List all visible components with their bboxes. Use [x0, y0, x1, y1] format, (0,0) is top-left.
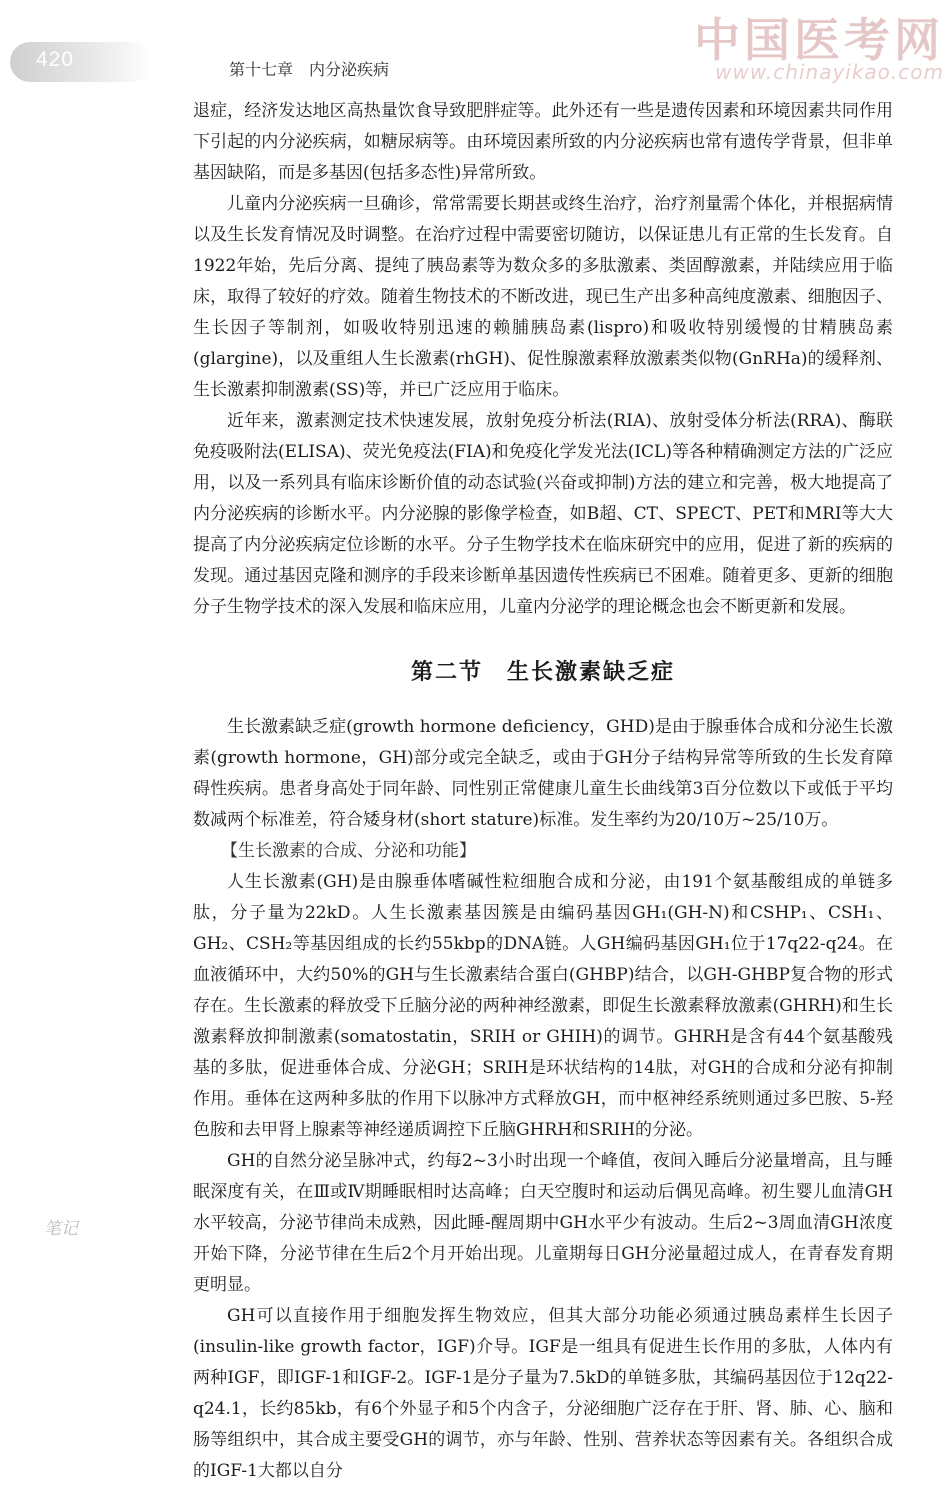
intro-paragraph: 生长激素缺乏症(growth hormone deficiency，GHD)是由于腺垂体合成和分泌生长激素(growth hormone，GH)部分或完全缺乏，或由于GH分子结构异常等所致的生长发育障碍性疾病。患者身高处于同年龄、同性别正常健康儿童生长曲线第3百分位数以下或低于平均数减两个标准差，符合矮身材(short stature)标准。发生率约为20/10万~25/10万。 [193, 717, 893, 830]
subsection-heading: 【生长激素的合成、分泌和功能】 [221, 841, 476, 861]
body-paragraph: 退症，经济发达地区高热量饮食导致肥胖症等。此外还有一些是遗传因素和环境因素共同作用下引起的内分泌疾病，如糖尿病等。由环境因素所致的内分泌疾病也常有遗传学背景，但非单基因缺陷，而是多基因(包括多态性)异常所致。 [193, 101, 893, 183]
watermark-site-name: 中国医考网 [694, 13, 944, 67]
page-number: 420 [36, 48, 75, 71]
margin-note: 笔记 [44, 1219, 78, 1239]
body-paragraph: 人生长激素(GH)是由腺垂体嗜碱性粒细胞合成和分泌，由191个氨基酸组成的单链多肽，分子量为22kD。人生长激素基因簇是由编码基因GH₁(GH-N)和CSHP₁、CSH₁、GH₂、CSH₂等基因组成的长约55kbp的DNA链。人GH编码基因GH₁位于17q22-q24。在血液循环中，大约50%的GH与生长激素结合蛋白(GHBP)结合，以GH-GHBP复合物的形式存在。生长激素的释放受下丘脑分泌的两种神经激素，即促生长激素释放激素(GHRH)和生长激素释放抑制激素(somatostatin，SRIH or GHIH)的调节。GHRH是含有44个氨基酸残基的多肽，促进垂体合成、分泌GH；SRIH是环状结构的14肽，对GH的合成和分泌有抑制作用。垂体在这两种多肽的作用下以脉冲方式释放GH，而中枢神经系统则通过多巴胺、5-羟色胺和去甲肾上腺素等神经递质调控下丘脑GHRH和SRIH的分泌。 [193, 872, 893, 1140]
page-number-badge [10, 42, 152, 82]
body-paragraph: GH可以直接作用于细胞发挥生物效应，但其大部分功能必须通过胰岛素样生长因子(insulin-like growth factor，IGF)介导。IGF是一组具有促进生长作用的多肽，人体内有两种IGF，即IGF-1和IGF-2。IGF-1是分子量为7.5kD的单链多肽，其编码基因位于12q22-q24.1，长约85kb，有6个外显子和5个内含子，分泌细胞广泛存在于肝、肾、肺、心、脑和肠等组织中，其合成主要受GH的调节，亦与年龄、性别、营养状态等因素有关。各组织合成的IGF-1大都以自分 [193, 1306, 893, 1481]
body-paragraph: 儿童内分泌疾病一旦确诊，常常需要长期甚或终生治疗，治疗剂量需个体化，并根据病情以及生长发育情况及时调整。在治疗过程中需要密切随访，以保证患儿有正常的生长发育。自1922年始，先后分离、提纯了胰岛素等为数众多的多肽激素、类固醇激素，并陆续应用于临床，取得了较好的疗效。随着生物技术的不断改进，现已生产出多种高纯度激素、细胞因子、生长因子等制剂，如吸收特别迅速的赖脯胰岛素(lispro)和吸收特别缓慢的甘精胰岛素(glargine)，以及重组人生长激素(rhGH)、促性腺激素释放激素类似物(GnRHa)的缓释剂、生长激素抑制激素(SS)等，并已广泛应用于临床。 [193, 194, 893, 400]
body-paragraph: 近年来，激素测定技术快速发展，放射免疫分析法(RIA)、放射受体分析法(RRA)、酶联免疫吸附法(ELISA)、荧光免疫法(FIA)和免疫化学发光法(ICL)等各种精确测定方法的广泛应用，以及一系列具有临床诊断价值的动态试验(兴奋或抑制)方法的建立和完善，极大地提高了内分泌疾病的诊断水平。内分泌腺的影像学检查，如B超、CT、SPECT、PET和MRI等大大提高了内分泌疾病定位诊断的水平。分子生物学技术在临床研究中的应用，促进了新的疾病的发现。通过基因克隆和测序的手段来诊断单基因遗传性疾病已不困难。随着更多、更新的细胞分子生物学技术的深入发展和临床应用，儿童内分泌学的理论概念也会不断更新和发展。 [193, 411, 893, 617]
watermark-site-url: www.chinayikao.com [715, 60, 944, 84]
chapter-header-title: 第十七章 内分泌疾病 [229, 60, 390, 79]
body-paragraph: GH的自然分泌呈脉冲式，约每2~3小时出现一个峰值，夜间入睡后分泌量增高，且与睡眠深度有关，在Ⅲ或Ⅳ期睡眠相时达高峰；白天空腹时和运动后偶见高峰。初生婴儿血清GH水平较高，分泌节律尚未成熟，因此睡-醒周期中GH水平少有波动。生后2~3周血清GH浓度开始下降，分泌节律在生后2个月开始出现。儿童期每日GH分泌量超过成人，在青春发育期更明显。 [193, 1151, 893, 1295]
section-title: 第二节 生长激素缺乏症 [410, 660, 675, 685]
page-body [193, 96, 893, 1487]
